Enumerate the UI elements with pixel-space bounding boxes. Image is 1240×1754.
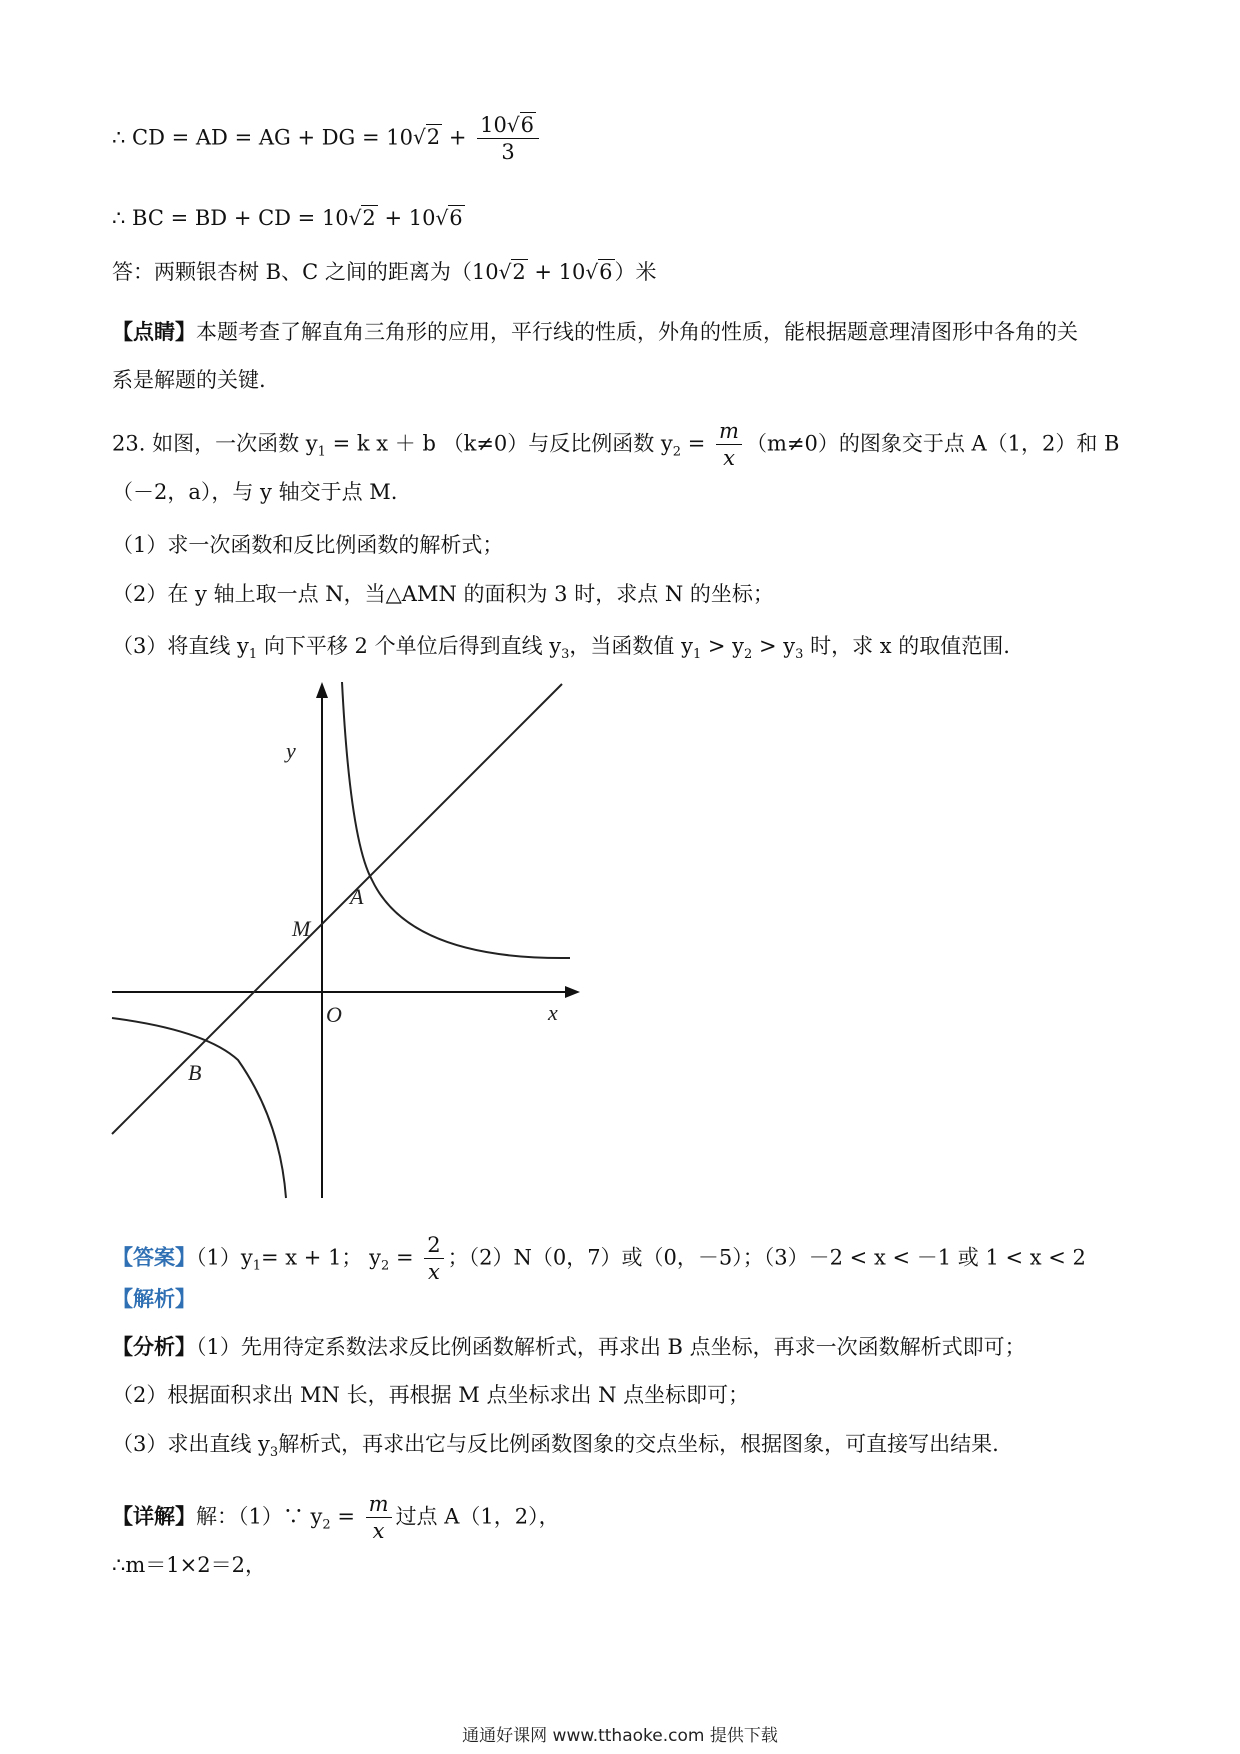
- frac-num: m: [366, 1491, 392, 1518]
- part-3-mid2: ，当函数值 y: [569, 634, 693, 658]
- dianjing-tag: 【点睛】: [112, 320, 196, 344]
- frac-den: 3: [501, 140, 515, 165]
- page-footer: 通通好课网 www.tthaoke.com 提供下载: [462, 1726, 778, 1746]
- sub-2: 2: [380, 1258, 390, 1274]
- sub-1: 1: [692, 647, 702, 663]
- question-part-3: [112, 636, 1010, 661]
- x-axis-arrow-icon: [565, 986, 580, 998]
- analysis-text-2: （2）根据面积求出 MN 长，再根据 M 点坐标求出 N 点坐标即可；: [112, 1383, 750, 1407]
- dianjing-text: 本题考查了解直角三角形的应用，平行线的性质，外角的性质，能根据题意理清图形中各角的关: [196, 320, 1078, 344]
- analysis-text-3b: 解析式，再求出它与反比例函数图象的交点坐标，根据图象，可直接写出结果.: [278, 1432, 999, 1456]
- jiexi-tag: 【解析】: [112, 1287, 196, 1311]
- sqrt-6-value: 6: [599, 260, 613, 284]
- question-part-2: [112, 584, 774, 605]
- answer-distance: [112, 262, 657, 283]
- sqrt-2-value: 2: [512, 260, 526, 284]
- answer-part-2: ；（2）N（0，7）或（0，－5）；（3）－2 < x < －1 或 1 < x < 2: [447, 1245, 1086, 1270]
- q23-line-2-text: （－2，a），与 y 轴交于点 M.: [112, 480, 398, 504]
- part-3-start: （3）将直线 y: [112, 634, 249, 658]
- analysis-line-1: [112, 1337, 1026, 1358]
- eq-bc-prefix: ∴ BC = BD + CD = 10: [112, 206, 349, 230]
- sqrt-6-value: 6: [520, 113, 534, 137]
- answer-line: [112, 1232, 1086, 1286]
- sub-2: 2: [744, 647, 753, 663]
- q23-start: 23. 如图，一次函数 y: [112, 431, 318, 456]
- origin-label: O: [326, 1002, 342, 1027]
- frac-num: m: [716, 418, 742, 445]
- eq-cd-prefix: ∴ CD = AD = AG + DG = 10: [112, 125, 414, 150]
- sub-3: 3: [795, 647, 804, 663]
- eq-sign: =: [681, 431, 713, 456]
- sqrt-6-value: 6: [449, 206, 463, 230]
- q23-rest: （m≠0）的图象交于点 A（1，2）和 B: [745, 431, 1120, 456]
- frac-num: 2: [424, 1232, 443, 1259]
- y-axis-arrow-icon: [316, 682, 328, 698]
- part-3-rest: 时，求 x 的取值范围.: [803, 634, 1010, 658]
- part-2-text: （2）在 y 轴上取一点 N，当△AMN 的面积为 3 时，求点 N 的坐标；: [112, 582, 774, 606]
- sub-1: 1: [317, 444, 326, 460]
- question-23-line-2: [112, 482, 397, 503]
- frac-den: x: [427, 1260, 440, 1285]
- point-a-label: A: [350, 884, 364, 909]
- part-1-text: （1）求一次函数和反比例函数的解析式；: [112, 533, 504, 557]
- eq-bc-mid: + 10: [377, 206, 436, 230]
- detail-line-2: [112, 1555, 266, 1576]
- sub-3: 3: [561, 647, 570, 663]
- question-23-line-1: [112, 418, 1120, 472]
- sqrt-2: √2: [498, 260, 526, 284]
- analysis-tag: 【分析】: [112, 1335, 196, 1359]
- eq-sign: =: [389, 1245, 421, 1270]
- point-m-label: M: [292, 916, 311, 941]
- analysis-text-1: （1）先用待定系数法求反比例函数解析式，再求出 B 点坐标，再求一次函数解析式即可；: [196, 1335, 1026, 1359]
- sub-3: 3: [269, 1445, 279, 1461]
- fraction-2-over-x: [424, 1232, 443, 1286]
- dianjing-text-2: 系是解题的关键.: [112, 368, 266, 392]
- sqrt-2: √2: [413, 125, 441, 150]
- answer-distance-text: 答：两颗银杏树 B、C 之间的距离为: [112, 260, 451, 284]
- question-part-1: [112, 535, 503, 556]
- sub-2: 2: [672, 444, 682, 460]
- detail-text-1b: 过点 A（1，2），: [395, 1504, 560, 1529]
- fraction-10sqrt6-over-3: $\frac{10√6}{3}$: [477, 112, 539, 166]
- paren-open: （10: [450, 260, 499, 284]
- hyperbola-branch-right: [342, 682, 570, 958]
- equation-cd: [112, 112, 543, 166]
- dianjing-continuation: [112, 370, 266, 391]
- answer-part-1b: = x + 1； y: [261, 1245, 381, 1270]
- sqrt-2: √2: [348, 206, 376, 230]
- frac-den: x: [723, 446, 735, 471]
- detail-text-1a: 解：（1）∵ y: [196, 1504, 323, 1529]
- part-3-mid: 向下平移 2 个单位后得到直线 y: [257, 634, 562, 658]
- answer-mid: + 10: [527, 260, 586, 284]
- analysis-line-3: [112, 1434, 999, 1459]
- answer-part-1: （1）y: [196, 1245, 253, 1270]
- detail-line-1: [112, 1491, 560, 1545]
- y-axis-label: y: [286, 738, 296, 763]
- sqrt-6: √6: [585, 260, 613, 284]
- sub-2: 2: [322, 1517, 331, 1533]
- paren-close-unit: ）米: [614, 260, 657, 284]
- equation-bc: [112, 208, 465, 229]
- analysis-text-3a: （3）求出直线 y: [112, 1432, 270, 1456]
- dianjing-paragraph: [112, 322, 1078, 343]
- jiexi-heading: [112, 1289, 196, 1310]
- q23-mid: = k x ＋ b （k≠0）与反比例函数 y: [325, 431, 673, 456]
- fraction-m-over-x: [716, 418, 742, 472]
- sqrt-2-value: 2: [362, 206, 376, 230]
- frac-den: x: [372, 1519, 385, 1544]
- sub-1: 1: [252, 1258, 262, 1274]
- function-graph: [110, 680, 590, 1200]
- x-axis-label: x: [548, 1000, 558, 1025]
- frac-num-coef: 10: [480, 113, 507, 137]
- sqrt-2-value: 2: [426, 125, 441, 150]
- plus-sign: +: [442, 125, 474, 150]
- answer-tag: 【答案】: [112, 1245, 196, 1270]
- sqrt-6: √6: [435, 206, 463, 230]
- eq-sign: =: [330, 1504, 362, 1529]
- gt-2: > y: [752, 634, 796, 658]
- point-b-label: B: [188, 1060, 202, 1085]
- gt-1: > y: [701, 634, 745, 658]
- detail-text-2: ∴m＝1×2＝2，: [112, 1553, 266, 1577]
- analysis-line-2: [112, 1385, 749, 1406]
- detail-tag: 【详解】: [112, 1504, 196, 1529]
- fraction-m-over-x: [366, 1491, 392, 1545]
- line-y1: [112, 684, 562, 1134]
- sub-1: 1: [248, 647, 258, 663]
